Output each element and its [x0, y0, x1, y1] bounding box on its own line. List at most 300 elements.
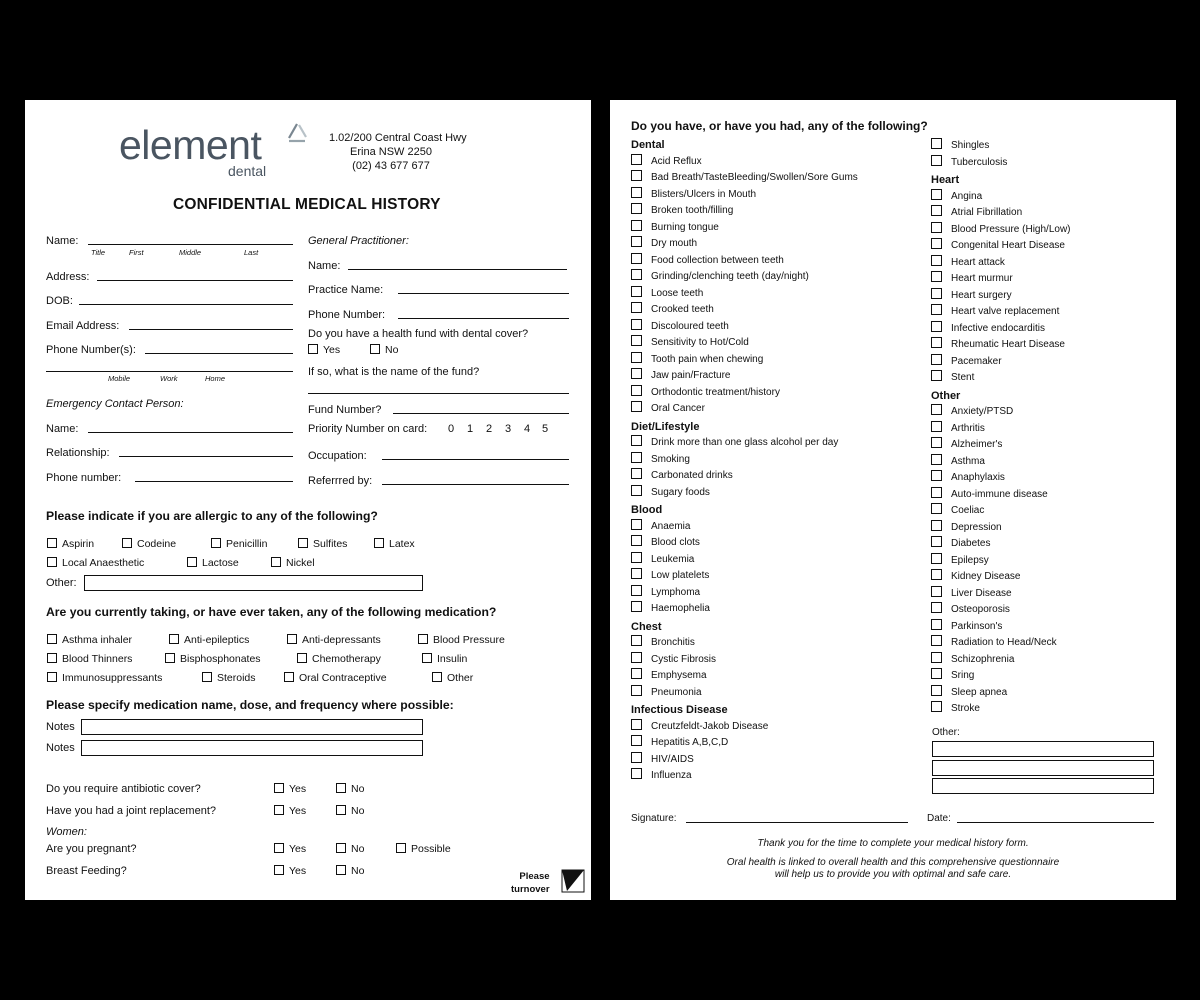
condition-auto-immune-disease[interactable] — [931, 487, 1171, 504]
checkbox[interactable] — [631, 735, 642, 746]
condition-leukemia[interactable] — [631, 552, 921, 569]
checkbox[interactable] — [631, 685, 642, 696]
option-label: Immunosuppressants — [62, 672, 163, 684]
antibiotic-question: Do you require antibiotic cover? — [46, 783, 201, 795]
breast-feeding-yes[interactable] — [274, 865, 306, 877]
priority-0[interactable]: 0 — [448, 423, 455, 435]
checkbox[interactable] — [931, 701, 942, 712]
checkbox[interactable] — [931, 536, 942, 547]
checkbox[interactable] — [631, 385, 642, 396]
checkbox[interactable] — [631, 485, 642, 496]
condition-label: Anxiety/PTSD — [951, 406, 1014, 417]
condition-angina[interactable] — [931, 189, 1171, 206]
condition-label: Epilepsy — [951, 554, 989, 566]
checkbox[interactable] — [631, 652, 642, 663]
condition-label: Parkinson's — [951, 620, 1003, 632]
checkbox[interactable] — [931, 304, 942, 315]
priority-4[interactable]: 4 — [524, 423, 531, 435]
checkbox[interactable] — [931, 569, 942, 580]
condition-orthodontic-treatment-history[interactable] — [631, 385, 921, 402]
allergy-penicillin[interactable] — [211, 538, 267, 550]
logo-wordmark: element — [119, 122, 262, 168]
condition-atrial-fibrillation[interactable] — [931, 205, 1171, 222]
checkbox[interactable] — [396, 843, 406, 853]
checkbox[interactable] — [122, 538, 132, 548]
checkbox[interactable] — [336, 783, 346, 793]
occupation-label: Occupation: — [308, 450, 367, 462]
condition-acid-reflux[interactable] — [631, 154, 921, 171]
option-label: Bisphosphonates — [180, 653, 261, 665]
checkbox[interactable] — [631, 286, 642, 297]
condition-heart-murmur[interactable] — [931, 271, 1171, 288]
condition-label: Tuberculosis — [951, 156, 1008, 168]
emergency-name-field[interactable] — [88, 432, 293, 433]
emergency-phone-label: Phone number: — [46, 472, 122, 484]
condition-emphysema[interactable] — [631, 668, 921, 685]
condition-jaw-pain-fracture[interactable] — [631, 368, 921, 385]
checkbox[interactable] — [211, 538, 221, 548]
joint-yes[interactable] — [274, 805, 306, 817]
checkbox[interactable] — [631, 568, 642, 579]
checkbox[interactable] — [47, 538, 57, 548]
notes-label: Notes — [46, 742, 75, 754]
name-field[interactable] — [88, 244, 293, 245]
med-bisphosphonates[interactable] — [165, 653, 261, 665]
checkbox[interactable] — [336, 865, 346, 875]
checkbox[interactable] — [931, 205, 942, 216]
condition-label: Infective endocarditis — [951, 322, 1045, 334]
option-label: Yes — [323, 344, 341, 356]
condition-label: Liver Disease — [951, 587, 1012, 599]
condition-sugary-foods[interactable] — [631, 485, 921, 502]
option-label: No — [351, 843, 365, 855]
checkbox[interactable] — [631, 253, 642, 264]
checkbox[interactable] — [631, 220, 642, 231]
checkbox[interactable] — [631, 668, 642, 679]
med-immunosuppressants[interactable] — [47, 672, 162, 684]
condition-osteoporosis[interactable] — [931, 602, 1171, 619]
med-steroids[interactable] — [202, 672, 256, 684]
condition-broken-tooth-filling[interactable] — [631, 203, 921, 220]
checkbox[interactable] — [931, 321, 942, 332]
priority-label: Priority Number on card: — [308, 423, 428, 435]
condition-smoking[interactable] — [631, 452, 921, 469]
condition-drink-more-than-one-glass-alcohol-per-day[interactable] — [631, 435, 921, 452]
checkbox[interactable] — [931, 503, 942, 514]
condition-label: Sleep apnea — [951, 686, 1008, 698]
condition-label: Leukemia — [651, 553, 695, 565]
turnover-text: turnover — [511, 884, 550, 895]
checkbox[interactable] — [298, 538, 308, 548]
checkbox[interactable] — [931, 652, 942, 663]
checkbox[interactable] — [187, 557, 197, 567]
priority-3[interactable]: 3 — [505, 423, 512, 435]
phone-mobile-caption: Mobile — [108, 374, 131, 383]
checkbox[interactable] — [47, 634, 57, 644]
option-label: Asthma inhaler — [62, 634, 133, 646]
checkbox[interactable] — [631, 319, 642, 330]
checkbox[interactable] — [931, 337, 942, 348]
condition-arthritis[interactable] — [931, 421, 1171, 438]
checkbox[interactable] — [931, 138, 942, 149]
condition-heart-surgery[interactable] — [931, 288, 1171, 305]
condition-coeliac[interactable] — [931, 503, 1171, 520]
condition-creutzfeldt-jakob-disease[interactable] — [631, 719, 921, 736]
option-label: Insulin — [437, 653, 468, 665]
condition-heart-attack[interactable] — [931, 255, 1171, 272]
allergy-lactose[interactable] — [187, 557, 239, 569]
condition-label: Broken tooth/filling — [651, 205, 734, 216]
condition-stroke[interactable] — [931, 701, 1171, 718]
allergy-latex[interactable] — [374, 538, 415, 550]
condition-discoloured-teeth[interactable] — [631, 319, 921, 336]
priority-1[interactable]: 1 — [467, 423, 474, 435]
condition-infective-endocarditis[interactable] — [931, 321, 1171, 338]
checkbox[interactable] — [631, 302, 642, 313]
checkbox[interactable] — [931, 487, 942, 498]
condition-loose-teeth[interactable] — [631, 286, 921, 303]
practice-address — [329, 131, 467, 173]
condition-label: Pacemaker — [951, 355, 1002, 367]
med-blood-thinners[interactable] — [47, 653, 132, 665]
notes-input-2[interactable] — [81, 740, 423, 756]
priority-5[interactable]: 5 — [542, 423, 549, 435]
checkbox[interactable] — [931, 404, 942, 415]
occupation-field[interactable] — [382, 459, 569, 460]
relationship-label: Relationship: — [46, 447, 110, 459]
allergy-codeine[interactable] — [122, 538, 176, 550]
checkbox[interactable] — [274, 783, 284, 793]
conditions-other-input-2[interactable] — [932, 760, 1154, 776]
condition-anaemia[interactable] — [631, 519, 921, 536]
logo-triangle-icon — [284, 122, 310, 144]
condition-haemophelia[interactable] — [631, 601, 921, 618]
condition-label: Osteoporosis — [951, 604, 1010, 615]
address-phone: (02) 43 677 677 — [352, 160, 430, 172]
conditions-other-input-3[interactable] — [932, 778, 1154, 794]
condition-asthma[interactable] — [931, 454, 1171, 471]
condition-bronchitis[interactable] — [631, 635, 921, 652]
condition-label: Auto-immune disease — [951, 488, 1048, 500]
option-label: Latex — [389, 538, 415, 550]
option-label: Blood Thinners — [62, 653, 133, 665]
phone-home-caption: Home — [205, 374, 226, 383]
condition-lymphoma[interactable] — [631, 585, 921, 602]
condition-label: Heart valve replacement — [951, 306, 1060, 317]
checkbox[interactable] — [931, 619, 942, 630]
dob-field[interactable] — [79, 304, 293, 305]
condition-hepatitis-a-b-c-d[interactable] — [631, 735, 921, 752]
phone-field-2[interactable] — [46, 371, 293, 372]
condition-label: Lymphoma — [651, 586, 701, 598]
allergy-nickel[interactable] — [271, 557, 315, 569]
pregnant-possible[interactable] — [396, 843, 451, 855]
condition-burning-tongue[interactable] — [631, 220, 921, 237]
condition-group-heading: Dental — [631, 139, 665, 151]
condition-label: Alzheimer's — [951, 439, 1003, 450]
condition-blood-clots[interactable] — [631, 535, 921, 552]
med-anti-depressants[interactable] — [287, 634, 381, 646]
signature-field[interactable] — [686, 822, 908, 823]
antibiotic-no[interactable] — [336, 783, 364, 795]
checkbox[interactable] — [297, 653, 307, 663]
pregnant-no[interactable] — [336, 843, 364, 855]
checkbox[interactable] — [418, 634, 428, 644]
condition-sring[interactable] — [931, 668, 1171, 685]
med-insulin[interactable] — [422, 653, 467, 665]
condition-anxiety-ptsd[interactable] — [931, 404, 1171, 421]
condition-schizophrenia[interactable] — [931, 652, 1171, 669]
condition-radiation-to-head-neck[interactable] — [931, 635, 1171, 652]
phone-work-caption: Work — [160, 374, 178, 383]
phone-field[interactable] — [145, 353, 293, 354]
gp-name-field[interactable] — [348, 269, 567, 270]
condition-carbonated-drinks[interactable] — [631, 468, 921, 485]
allergy-local-anaesthetic[interactable] — [47, 557, 144, 569]
pregnant-yes[interactable] — [274, 843, 306, 855]
checkbox[interactable] — [931, 271, 942, 282]
checkbox[interactable] — [931, 238, 942, 249]
checkbox[interactable] — [47, 653, 57, 663]
checkbox[interactable] — [631, 335, 642, 346]
med-asthma-inhaler[interactable] — [47, 634, 132, 646]
condition-blood-pressure-high-low[interactable] — [931, 222, 1171, 239]
checkbox[interactable] — [631, 719, 642, 730]
option-label: No — [351, 865, 365, 877]
checkbox[interactable] — [631, 601, 642, 612]
checkbox[interactable] — [287, 634, 297, 644]
phone-label: Phone Number(s): — [46, 344, 136, 356]
health-fund-question: Do you have a health fund with dental cover? — [308, 328, 529, 340]
checkbox[interactable] — [336, 843, 346, 853]
checkbox[interactable] — [631, 236, 642, 247]
condition-sensitivity-to-hot-cold[interactable] — [631, 335, 921, 352]
condition-label: HIV/AIDS — [651, 753, 694, 765]
condition-kidney-disease[interactable] — [931, 569, 1171, 586]
checkbox[interactable] — [631, 468, 642, 479]
condition-label: Blisters/Ulcers in Mouth — [651, 188, 757, 200]
condition-depression[interactable] — [931, 520, 1171, 537]
checkbox[interactable] — [631, 552, 642, 563]
option-label: Yes — [289, 843, 307, 855]
condition-label: Burning tongue — [651, 221, 719, 233]
checkbox[interactable] — [631, 368, 642, 379]
checkbox[interactable] — [631, 768, 642, 779]
condition-label: Asthma — [951, 455, 985, 467]
checkbox[interactable] — [931, 553, 942, 564]
checkbox[interactable] — [374, 538, 384, 548]
signature-label: Signature: — [631, 813, 677, 824]
med-blood-pressure[interactable] — [418, 634, 505, 646]
back-page — [610, 100, 1176, 900]
checkbox[interactable] — [931, 255, 942, 266]
checkbox[interactable] — [202, 672, 212, 682]
med-other[interactable] — [432, 672, 473, 684]
checkbox[interactable] — [931, 288, 942, 299]
condition-pacemaker[interactable] — [931, 354, 1171, 371]
condition-label: Arthritis — [951, 422, 985, 434]
checkbox[interactable] — [271, 557, 281, 567]
condition-label: Depression — [951, 521, 1002, 533]
women-label: Women: — [46, 826, 87, 838]
practice-name-label: Practice Name: — [308, 284, 384, 296]
condition-shingles[interactable] — [931, 138, 1171, 155]
condition-sleep-apnea[interactable] — [931, 685, 1171, 702]
checkbox[interactable] — [47, 672, 57, 682]
condition-heart-valve-replacement[interactable] — [931, 304, 1171, 321]
checkbox[interactable] — [631, 452, 642, 463]
checkbox[interactable] — [169, 634, 179, 644]
checkbox[interactable] — [284, 672, 294, 682]
condition-dry-mouth[interactable] — [631, 236, 921, 253]
checkbox[interactable] — [274, 805, 284, 815]
allergy-other-input[interactable] — [84, 575, 423, 591]
checkbox[interactable] — [370, 344, 380, 354]
checkbox[interactable] — [931, 370, 942, 381]
referred-field[interactable] — [382, 484, 569, 485]
checkbox[interactable] — [631, 401, 642, 412]
antibiotic-yes[interactable] — [274, 783, 306, 795]
emergency-phone-field[interactable] — [135, 481, 293, 482]
notes-input-1[interactable] — [81, 719, 423, 735]
condition-label: Blood clots — [651, 537, 700, 548]
condition-rheumatic-heart-disease[interactable] — [931, 337, 1171, 354]
checkbox[interactable] — [931, 155, 942, 166]
page-title: CONFIDENTIAL MEDICAL HISTORY — [173, 196, 441, 213]
option-label: Anti-depressants — [302, 634, 381, 646]
checkbox[interactable] — [931, 635, 942, 646]
checkbox[interactable] — [631, 435, 642, 446]
condition-group-heading: Other — [931, 389, 961, 402]
option-label: Chemotherapy — [312, 653, 381, 665]
condition-label: Haemophelia — [651, 603, 710, 614]
condition-low-platelets[interactable] — [631, 568, 921, 585]
checkbox[interactable] — [931, 421, 942, 432]
checkbox[interactable] — [631, 535, 642, 546]
allergy-aspirin[interactable] — [47, 538, 94, 550]
email-field[interactable] — [129, 329, 293, 330]
condition-liver-disease[interactable] — [931, 586, 1171, 603]
checkbox[interactable] — [931, 222, 942, 233]
checkbox[interactable] — [422, 653, 432, 663]
checkbox[interactable] — [931, 668, 942, 679]
checkbox[interactable] — [931, 685, 942, 696]
checkbox[interactable] — [931, 602, 942, 613]
condition-label: Sring — [951, 670, 975, 681]
fund-no-option[interactable] — [370, 344, 398, 356]
fund-number-field[interactable] — [393, 413, 569, 414]
condition-crooked-teeth[interactable] — [631, 302, 921, 319]
med-chemotherapy[interactable] — [297, 653, 381, 665]
checkbox[interactable] — [931, 520, 942, 531]
gp-phone-field[interactable] — [398, 318, 569, 319]
checkbox[interactable] — [47, 557, 57, 567]
condition-stent[interactable] — [931, 370, 1171, 387]
condition-anaphylaxis[interactable] — [931, 470, 1171, 487]
oral-health-note: Oral health is linked to overall health and this comprehensive questionnaire — [726, 857, 1060, 868]
checkbox[interactable] — [274, 843, 284, 853]
condition-label: Anaemia — [651, 520, 691, 532]
checkbox[interactable] — [432, 672, 442, 682]
condition-food-collection-between-teeth[interactable] — [631, 253, 921, 270]
condition-epilepsy[interactable] — [931, 553, 1171, 570]
checkbox[interactable] — [631, 519, 642, 530]
joint-no[interactable] — [336, 805, 364, 817]
condition-label: Smoking — [651, 453, 690, 465]
option-label: Possible — [411, 843, 451, 855]
condition-group-heading: Diet/Lifestyle — [631, 420, 700, 433]
condition-blisters-ulcers-in-mouth[interactable] — [631, 187, 921, 204]
option-label: Aspirin — [62, 538, 95, 550]
relationship-field[interactable] — [119, 456, 293, 457]
condition-oral-cancer[interactable] — [631, 401, 921, 418]
condition-hiv-aids[interactable] — [631, 752, 921, 769]
condition-parkinson-s[interactable] — [931, 619, 1171, 636]
page-turn-icon — [561, 869, 585, 893]
checkbox[interactable] — [274, 865, 284, 875]
checkbox[interactable] — [631, 203, 642, 214]
option-label: Yes — [289, 805, 307, 817]
condition-label: Discoloured teeth — [651, 320, 729, 332]
checkbox[interactable] — [631, 635, 642, 646]
condition-influenza[interactable] — [631, 768, 921, 785]
condition-congenital-heart-disease[interactable] — [931, 238, 1171, 255]
condition-pneumonia[interactable] — [631, 685, 921, 702]
practice-name-field[interactable] — [398, 293, 569, 294]
checkbox[interactable] — [931, 586, 942, 597]
option-label: Local Anaesthetic — [62, 557, 145, 569]
checkbox[interactable] — [631, 187, 642, 198]
breast-feeding-no[interactable] — [336, 865, 364, 877]
condition-bad-breath-tastebleeding-swollen-sore-gums[interactable] — [631, 170, 921, 187]
date-field[interactable] — [957, 822, 1154, 823]
condition-label: Anaphylaxis — [951, 472, 1005, 483]
condition-tooth-pain-when-chewing[interactable] — [631, 352, 921, 369]
address-field[interactable] — [97, 280, 293, 281]
checkbox[interactable] — [336, 805, 346, 815]
condition-cystic-fibrosis[interactable] — [631, 652, 921, 669]
checkbox[interactable] — [631, 752, 642, 763]
fund-yes-option[interactable] — [308, 344, 340, 356]
checkbox[interactable] — [931, 354, 942, 365]
checkbox[interactable] — [631, 585, 642, 596]
checkbox[interactable] — [165, 653, 175, 663]
condition-label: Angina — [951, 190, 983, 202]
conditions-other-input-1[interactable] — [932, 741, 1154, 757]
fund-name-field[interactable] — [308, 393, 569, 394]
checkbox[interactable] — [631, 269, 642, 280]
checkbox[interactable] — [631, 154, 642, 165]
checkbox[interactable] — [631, 170, 642, 181]
checkbox[interactable] — [308, 344, 318, 354]
priority-2[interactable]: 2 — [486, 423, 493, 435]
checkbox[interactable] — [931, 437, 942, 448]
condition-grinding-clenching-teeth-day-night[interactable] — [631, 269, 921, 286]
front-page — [25, 100, 591, 900]
checkbox[interactable] — [931, 189, 942, 200]
condition-tuberculosis[interactable] — [931, 155, 1171, 172]
med-anti-epileptics[interactable] — [169, 634, 249, 646]
med-oral-contraceptive[interactable] — [284, 672, 387, 684]
checkbox[interactable] — [931, 470, 942, 481]
condition-diabetes[interactable] — [931, 536, 1171, 553]
checkbox[interactable] — [931, 454, 942, 465]
pregnant-question: Are you pregnant? — [46, 843, 137, 855]
condition-alzheimer-s[interactable] — [931, 437, 1171, 454]
allergy-sulfites[interactable] — [298, 538, 347, 550]
checkbox[interactable] — [631, 352, 642, 363]
option-label: Anti-epileptics — [184, 634, 250, 646]
